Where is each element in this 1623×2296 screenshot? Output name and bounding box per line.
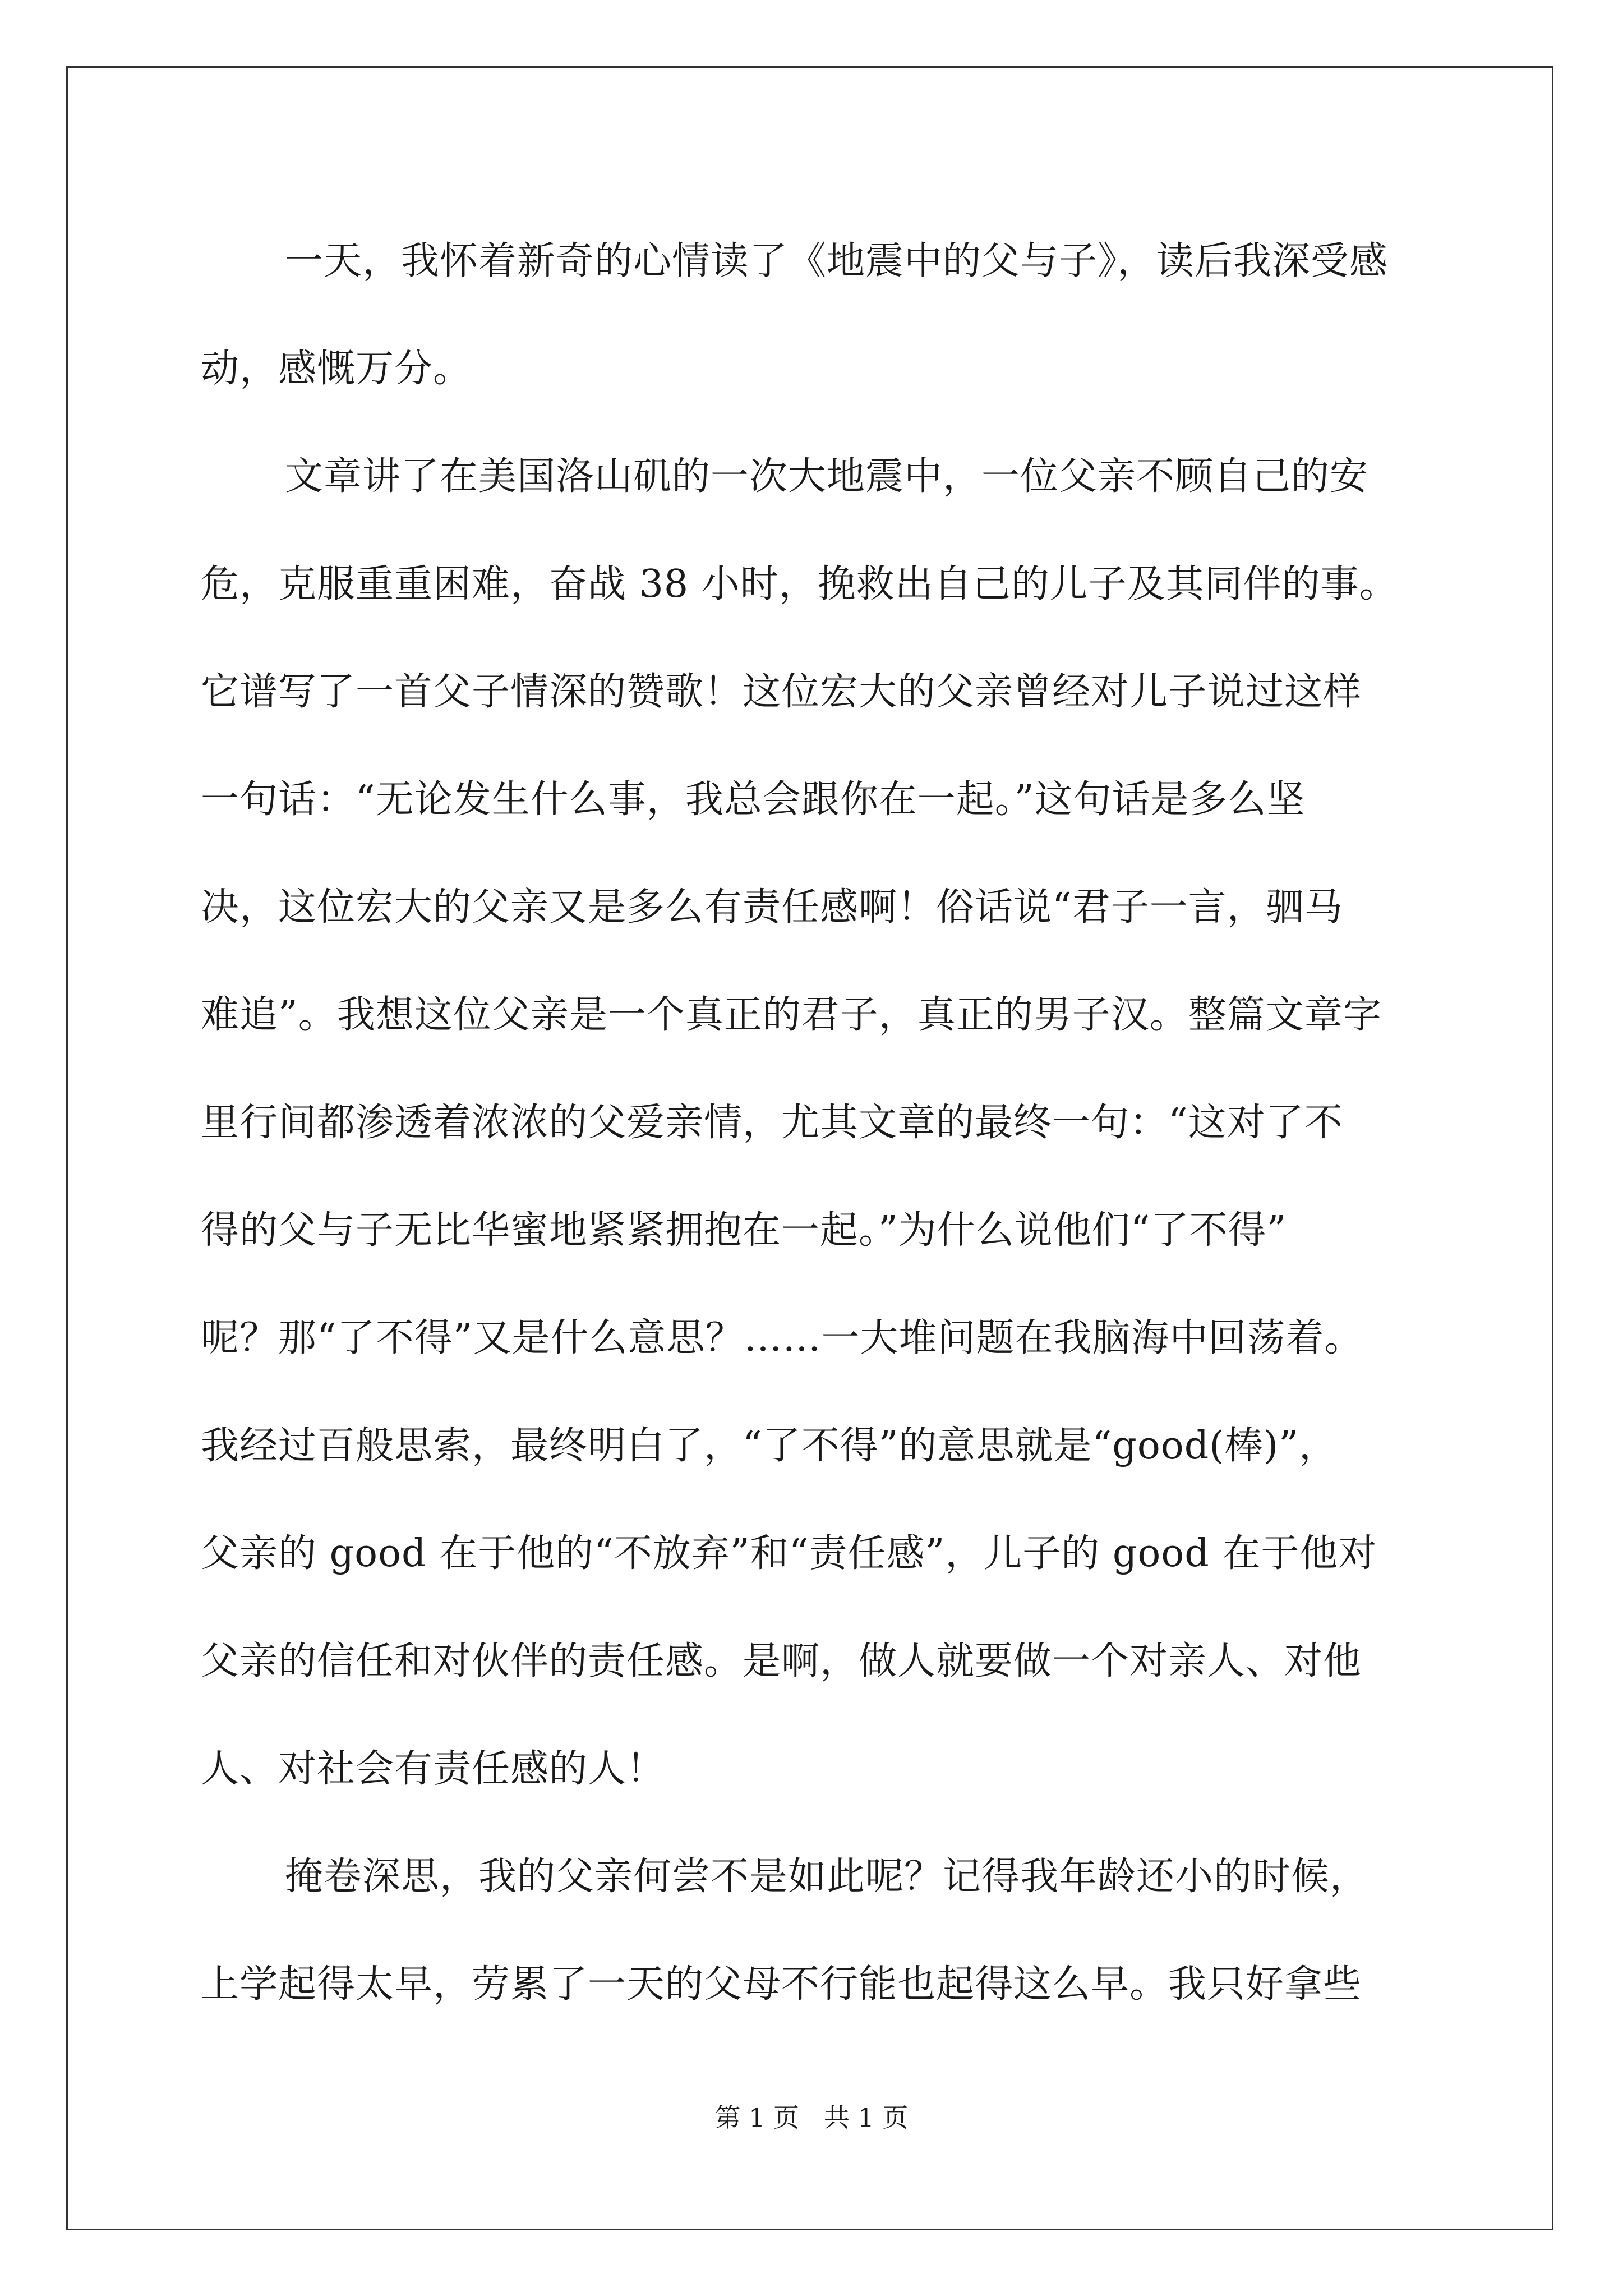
paragraph-line: 呢？那“了不得”又是什么意思？……一大堆问题在我脑海中回荡着。 [201,1316,1363,1360]
paragraph-line: 我经过百般思索，最终明白了，“了不得”的意思就是“good(棒)”， [201,1424,1338,1468]
paragraph-line: 危，克服重重困难，奋战 38 小时，挽救出自己的儿子及其同伴的事。 [201,562,1398,606]
paragraph-line: 父亲的信任和对伙伴的责任感。是啊，做人就要做一个对亲人、对他 [201,1639,1362,1683]
paragraph-line: 动，感慨万分。 [201,347,472,391]
paragraph-line: 它谱写了一首父子情深的赞歌！这位宏大的父亲曾经对儿子说过这样 [201,670,1362,714]
paragraph-line: 里行间都渗透着浓浓的父爱亲情，尤其文章的最终一句：“这对了不 [201,1101,1343,1145]
paragraph-line: 上学起得太早，劳累了一天的父母不行能也起得这么早。我只好拿些 [201,1962,1362,2007]
page-number-footer: 第 1 页 共 1 页 [714,2102,909,2133]
paragraph-line: 难追”。我想这位父亲是一个真正的君子，真正的男子汉。整篇文章字 [201,993,1382,1037]
paragraph-line: 决，这位宏大的父亲又是多么有责任感啊！俗话说“君子一言，驷马 [201,885,1343,930]
paragraph-line: 掩卷深思，我的父亲何尝不是如此呢？记得我年龄还小的时候， [285,1855,1369,1899]
paragraph-line: 文章讲了在美国洛山矶的一次大地震中，一位父亲不顾自己的安 [285,454,1369,499]
document-body [201,208,1440,2039]
paragraph-line: 一天，我怀着新奇的心情读了《地震中的父与子》，读后我深受感 [285,239,1389,283]
paragraph-line: 父亲的 good 在于他的“不放弃”和“责任感”，儿子的 good 在于他对 [201,1531,1377,1576]
paragraph-line: 一句话：“无论发生什么事，我总会跟你在一起。”这句话是多么坚 [201,777,1306,822]
paragraph-line: 人、对社会有责任感的人！ [201,1747,666,1791]
paragraph-line: 得的父与子无比华蜜地紧紧拥抱在一起。”为什么说他们“了不得” [201,1208,1287,1253]
